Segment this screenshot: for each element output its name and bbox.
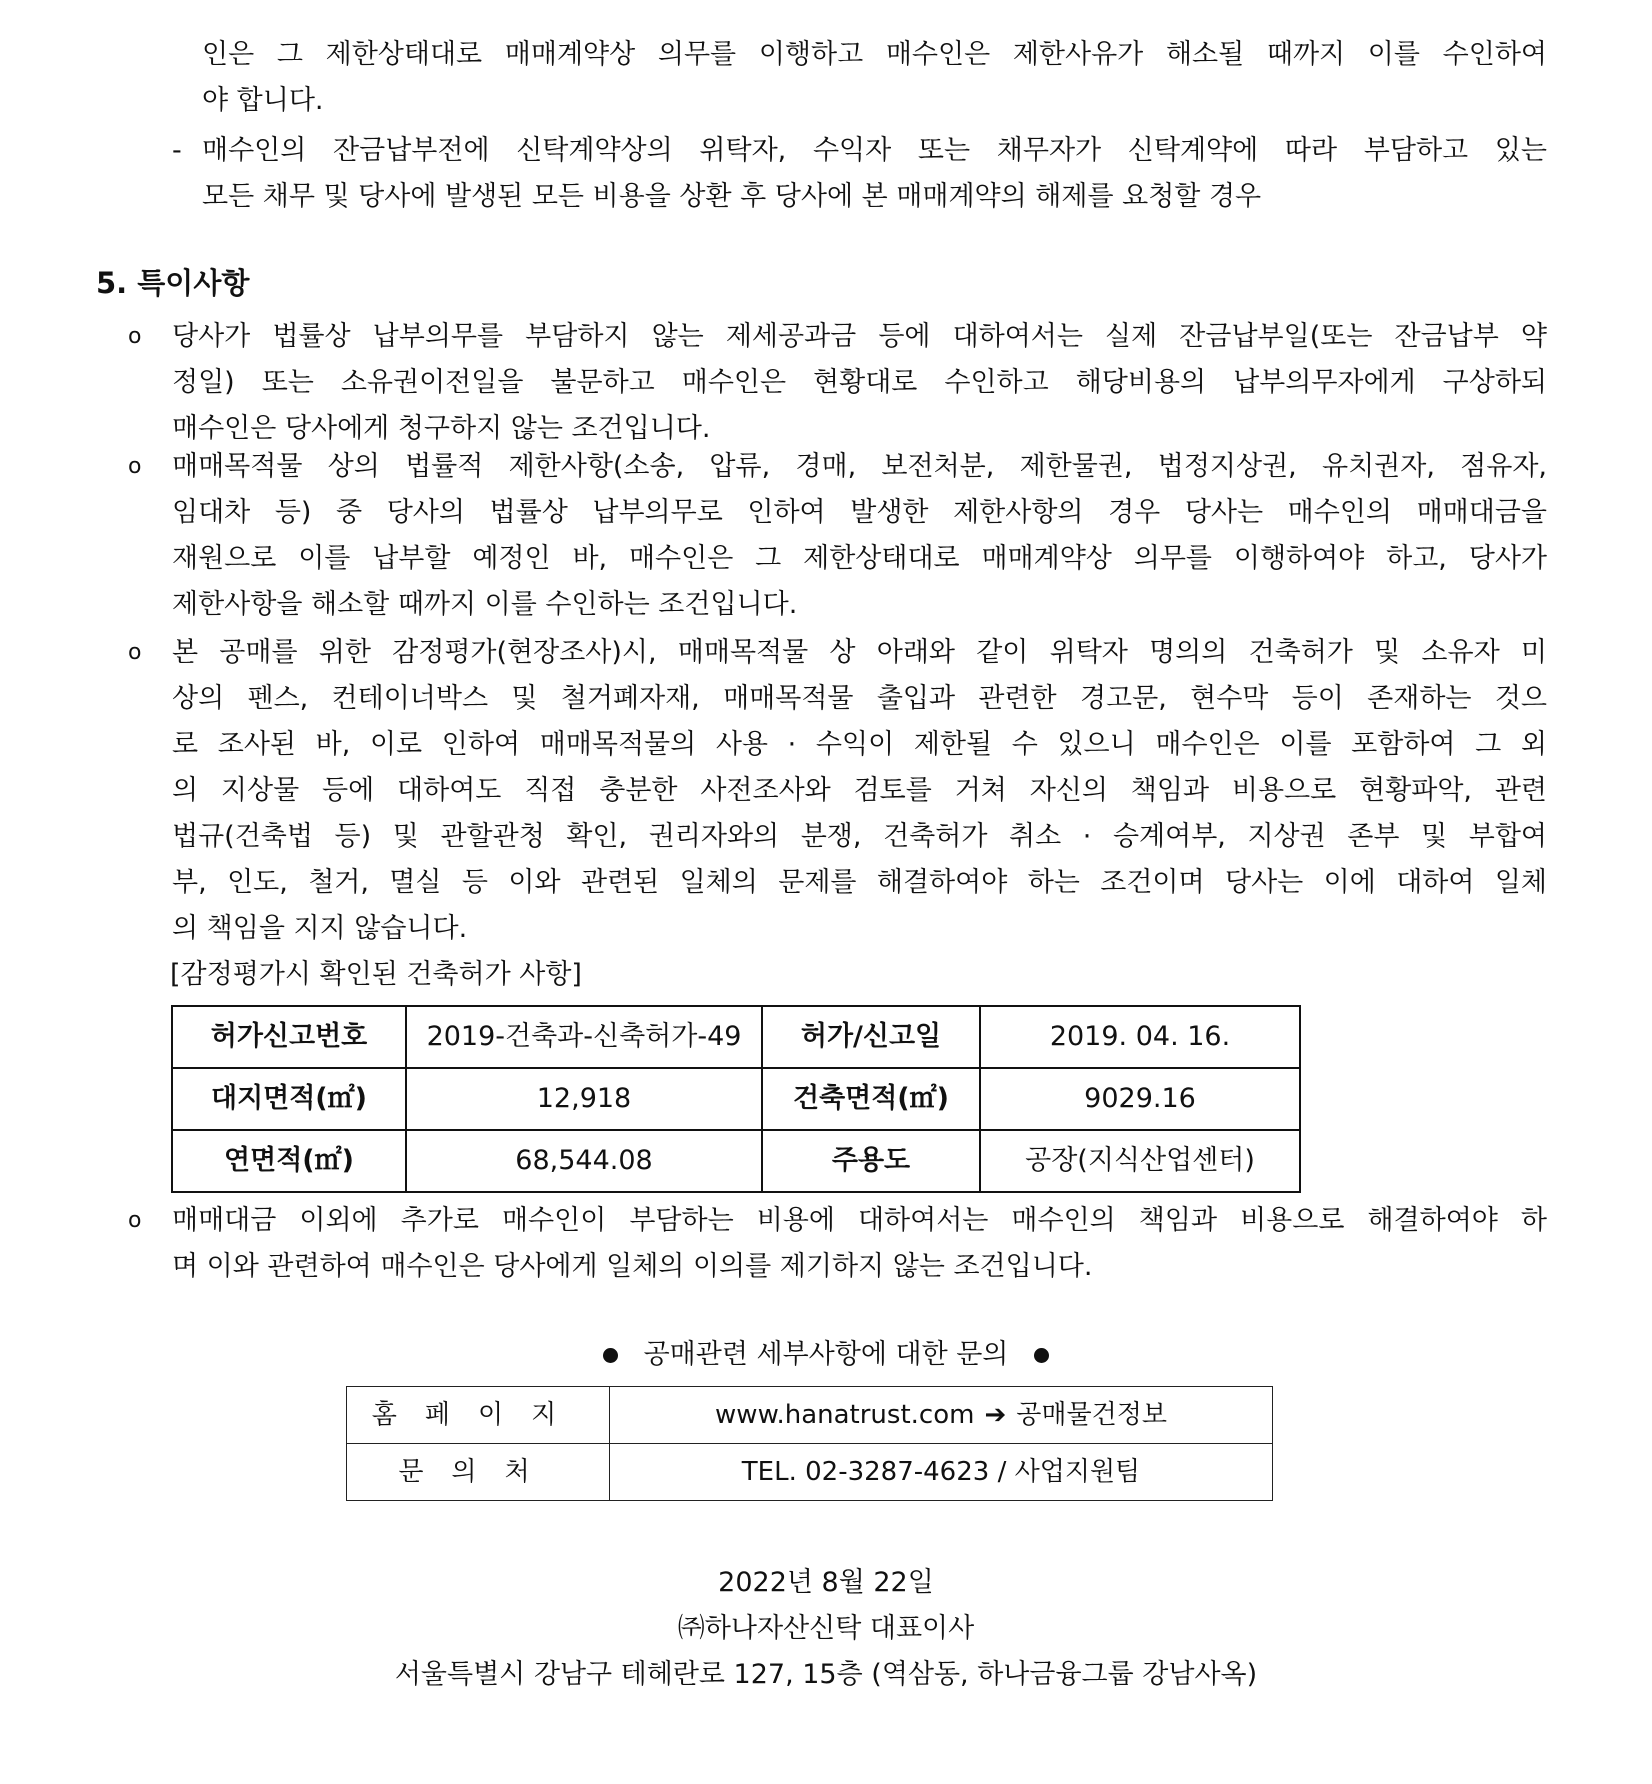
- bullet-paragraph: [172, 1198, 1547, 1290]
- text-line: 정일) 또는 소유권이전일을 불문하고 매수인은 현황대로 수인하고 해당비용의 납부의무자에게 구상하되: [172, 367, 1547, 398]
- menu-path-text: 공매물건정보: [1016, 1400, 1167, 1430]
- bullet-dot-icon: [1034, 1348, 1049, 1363]
- text-line: 매수인은 당사에게 청구하지 않는 조건입니다.: [172, 413, 711, 444]
- text-line: 제한사항을 해소할 때까지 이를 수인하는 조건입니다.: [172, 589, 798, 620]
- bullet-paragraph: [172, 630, 1547, 952]
- text-line: 의 책임을 지지 않습니다.: [172, 913, 468, 944]
- text-line: 며 이와 관련하여 매수인은 당사에게 일체의 이의를 제기하지 않는 조건입니다.: [172, 1251, 1093, 1282]
- table-row: [347, 1444, 1273, 1501]
- inquiry-table: [346, 1386, 1273, 1501]
- text-line: 상의 펜스, 컨테이너박스 및 철거폐자재, 매매목적물 출입과 관련한 경고문, 현수막 등이 존재하는 것으: [172, 683, 1547, 714]
- text-line: 본 공매를 위한 감정평가(현장조사)시, 매매목적물 상 아래와 같이 위탁자 명의의 건축허가 및 소유자 미: [172, 637, 1547, 668]
- table-row: [172, 1068, 1300, 1130]
- label-cell: 홈페이지: [347, 1387, 610, 1444]
- header-cell: 허가/신고일: [762, 1006, 980, 1068]
- header-cell: 대지면적(㎡): [172, 1068, 406, 1130]
- bullet-marker: o: [128, 324, 142, 349]
- footer-date: 2022년 8월 22일: [718, 1567, 934, 1598]
- footer-company: ㈜하나자산신탁 대표이사: [677, 1613, 975, 1644]
- table-row: [172, 1006, 1300, 1068]
- homepage-link[interactable]: www.hanatrust.com: [715, 1400, 975, 1430]
- bullet-dot-icon: [603, 1348, 618, 1363]
- inquiry-title: [0, 1332, 1652, 1378]
- table-row: [347, 1387, 1273, 1444]
- header-cell: 연면적(㎡): [172, 1130, 406, 1192]
- bullet-marker: o: [128, 640, 142, 665]
- header-cell: 주용도: [762, 1130, 980, 1192]
- footer-address: 서울특별시 강남구 테헤란로 127, 15층 (역삼동, 하나금융그룹 강남사옥): [394, 1659, 1258, 1690]
- text-line: 의 지상물 등에 대하여도 직접 충분한 사전조사와 검토를 거쳐 자신의 책임과 비용으로 현황파악, 관련: [172, 775, 1547, 806]
- text-line: 모든 채무 및 당사에 발생된 모든 비용을 상환 후 당사에 본 매매계약의 해제를 요청할 경우: [202, 181, 1262, 212]
- value-cell: 공장(지식산업센터): [980, 1130, 1300, 1192]
- bullet-marker: o: [128, 454, 142, 479]
- value-cell: 2019. 04. 16.: [980, 1006, 1300, 1068]
- value-cell: [610, 1387, 1273, 1444]
- value-cell: 68,544.08: [406, 1130, 762, 1192]
- text-line: 부, 인도, 철거, 멸실 등 이와 관련된 일체의 문제를 해결하여야 하는 조건이며 당사는 이에 대하여 일체: [172, 867, 1547, 898]
- text-line: 당사가 법률상 납부의무를 부담하지 않는 제세공과금 등에 대하여서는 실제 잔금납부일(또는 잔금납부 약: [172, 321, 1547, 352]
- text-line: 매매목적물 상의 법률적 제한사항(소송, 압류, 경매, 보전처분, 제한물권, 법정지상권, 유치권자, 점유자,: [172, 451, 1547, 482]
- text-line: 야 합니다.: [202, 85, 324, 116]
- value-cell: 2019-건축과-신축허가-49: [406, 1006, 762, 1068]
- value-cell: 9029.16: [980, 1068, 1300, 1130]
- dash-marker: -: [172, 135, 182, 166]
- text-line: 매수인의 잔금납부전에 신탁계약상의 위탁자, 수익자 또는 채무자가 신탁계약에 따라 부담하고 있는: [202, 135, 1547, 166]
- header-cell: 건축면적(㎡): [762, 1068, 980, 1130]
- table-caption: [감정평가시 확인된 건축허가 사항]: [170, 959, 582, 990]
- bullet-paragraph: [172, 444, 1547, 628]
- header-cell: 허가신고번호: [172, 1006, 406, 1068]
- text-line: 재원으로 이를 납부할 예정인 바, 매수인은 그 제한상태대로 매매계약상 의무를 이행하여야 하고, 당사가: [172, 543, 1547, 574]
- text-line: 법규(건축법 등) 및 관할관청 확인, 권리자와의 분쟁, 건축허가 취소 · 승계여부, 지상권 존부 및 부합여: [172, 821, 1547, 852]
- table-row: [172, 1130, 1300, 1192]
- dash-paragraph: [202, 128, 1547, 220]
- value-cell: 12,918: [406, 1068, 762, 1130]
- text-line: 로 조사된 바, 이로 인하여 매매목적물의 사용 · 수익이 제한될 수 있으니 매수인은 이를 포함하여 그 외: [172, 729, 1547, 760]
- bullet-paragraph: [172, 314, 1547, 452]
- permit-table: [171, 1005, 1301, 1193]
- text-line: 인은 그 제한상태대로 매매계약상 의무를 이행하고 매수인은 제한사유가 해소될 때까지 이를 수인하여: [202, 39, 1547, 70]
- section-title: 5. 특이사항: [96, 266, 250, 300]
- label-cell: 문의처: [347, 1444, 610, 1501]
- continuation-paragraph: [202, 32, 1547, 124]
- bullet-marker: o: [128, 1208, 142, 1233]
- text-line: 임대차 등) 중 당사의 법률상 납부의무로 인하여 발생한 제한사항의 경우 당사는 매수인의 매매대금을: [172, 497, 1547, 528]
- inquiry-title-text: 공매관련 세부사항에 대한 문의: [643, 1339, 1009, 1370]
- contact-text: TEL. 02-3287-4623 / 사업지원팀: [741, 1457, 1141, 1487]
- arrow-right-icon: ➔: [984, 1400, 1007, 1430]
- text-line: 매매대금 이외에 추가로 매수인이 부담하는 비용에 대하여서는 매수인의 책임과 비용으로 해결하여야 하: [172, 1205, 1547, 1236]
- value-cell: [610, 1444, 1273, 1501]
